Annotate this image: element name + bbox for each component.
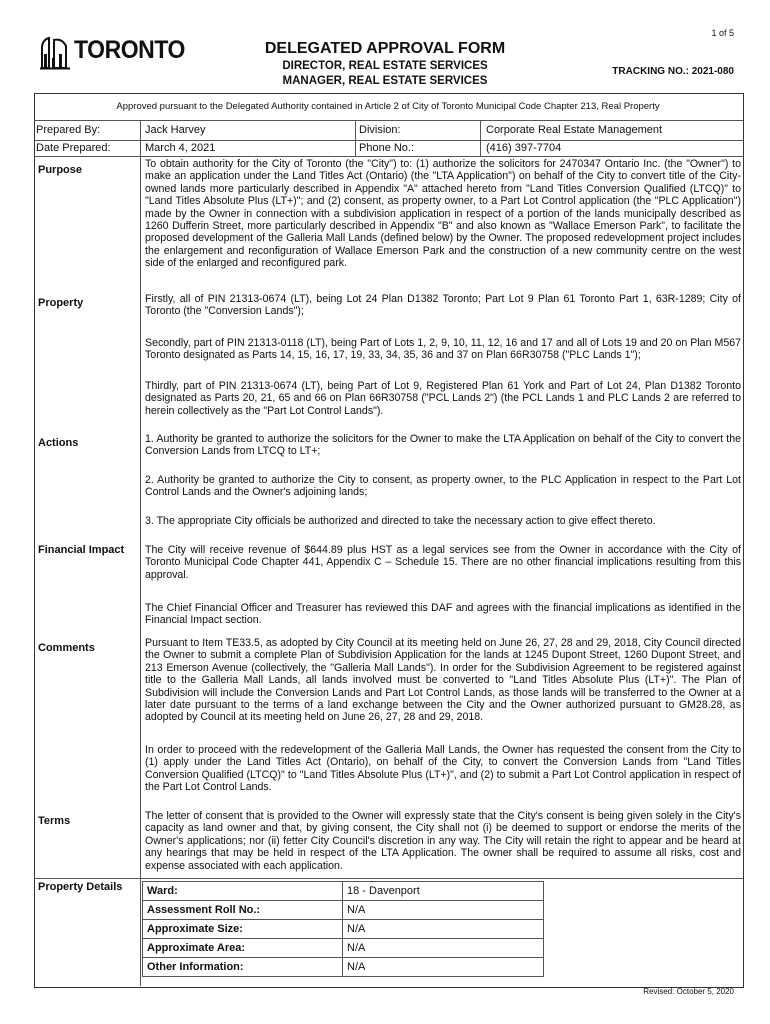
- date-prepared-value: March 4, 2021: [145, 142, 216, 154]
- financial-impact-label: Financial Impact: [38, 544, 125, 556]
- form-title: DELEGATED APPROVAL FORM: [264, 40, 506, 57]
- ward-value: 18 - Davenport: [347, 885, 420, 897]
- form-subtitle-manager: MANAGER, REAL ESTATE SERVICES: [282, 75, 488, 87]
- comments-text-1: Pursuant to Item TE33.5, as adopted by City Council at its meeting held on June 26, 27, 28 and 29, 2018, City Council directed the Owner to submit a complete Plan of Subdivision Application for the lands at 1245 Dupont Street, 1260 Dupont Street, and 213 Emerson Avenue (collectively, the "Galleria Mall Lands"). In order for the Subdivision Agreement to be registered against title to the Galleria Mall Lands, all lands involved must be converted to "Land Titles Absolute Plus (LT+)". The Plan of Subdivision will include the Conversion Lands and Part Lot Control Lands, as those lands will be transferred to the Owner at a later date pursuant to the terms of a land exchange between the City and the Owner authorized pursuant to GM28.28, as adopted by Council at its meeting held on June 26, 27, 28 and 29, 2018.: [145, 637, 741, 724]
- divider: [34, 878, 743, 879]
- property-text-2: Secondly, part of PIN 21313-0118 (LT), being Part of Lots 1, 2, 9, 10, 11, 12, 16 and 17 and all of Lots 19 and 20 on Plan M567 Toronto designated as Parts 14, 15, 16, 17, 19, 33, 34, 35, 36 and 37 on Plan 66R30758 ("PLC Lands 1");: [145, 337, 741, 362]
- divider: [142, 919, 544, 920]
- divider: [142, 957, 544, 958]
- division-value: Corporate Real Estate Management: [486, 124, 663, 136]
- divider: [142, 900, 544, 901]
- assessment-roll-label: Assessment Roll No.:: [147, 904, 261, 916]
- actions-label: Actions: [38, 437, 79, 449]
- action-item-1: 1. Authority be granted to authorize the solicitors for the Owner to make the LTA Application on behalf of the City to convert the Conversion Lands from LTCQ to LT+;: [145, 433, 741, 458]
- approval-authority-text: Approved pursuant to the Delegated Authority contained in Article 2 of City of Toronto Municipal Code Chapter 213, Real Property: [116, 101, 660, 112]
- divider: [480, 120, 481, 156]
- prepared-by-label: Prepared By:: [36, 124, 101, 136]
- page-number: 1 of 5: [711, 28, 734, 38]
- division-label: Division:: [359, 124, 401, 136]
- divider: [342, 881, 343, 977]
- other-information-value: N/A: [347, 961, 366, 973]
- financial-impact-text-1: The City will receive revenue of $644.89 plus HST as a legal services see from the Owner in accordance with the City of Toronto Municipal Code Chapter 441, Appendix C – Schedule 15. There are no other financial implications resulting from this approval.: [145, 544, 741, 581]
- phone-value: (416) 397-7704: [486, 142, 562, 154]
- revised-date: Revised: October 5, 2020: [643, 987, 734, 996]
- divider: [140, 120, 141, 986]
- comments-text-2: In order to proceed with the redevelopment of the Galleria Mall Lands, the Owner has requested the consent from the City to (1) apply under the Land Titles Act (Ontario), on behalf of the City, to convert the Conversion Lands from "Land Titles Conversion Qualified (LTCQ)" to "Land Titles Absolute Plus (LT+)", and (2) to submit a Part Lot Control application in respect of the Part Lot Control Lands.: [145, 744, 741, 794]
- action-item-3: 3. The appropriate City officials be authorized and directed to take the necessary action to give effect thereto.: [145, 515, 656, 527]
- prepared-by-value: Jack Harvey: [145, 124, 206, 136]
- assessment-roll-value: N/A: [347, 904, 366, 916]
- tracking-number: TRACKING NO.: 2021-080: [612, 66, 734, 77]
- terms-text: The letter of consent that is provided to the Owner will expressly state that the City's consent is being given solely in the City's capacity as land owner and that, by giving consent, the City shall not (i) be deemed to support or endorse the merits of the Owner's applications; nor (ii) fetter City Council's discretion in any way. The City will retain the right to appear and be heard at any hearings that may be held in respect of the LTA Application. The owner shall be required to assume all risks, cost and expense associated with each application.: [145, 810, 741, 872]
- financial-impact-text-2: The Chief Financial Officer and Treasurer has reviewed this DAF and agrees with the financial implications as identified in the Financial Impact section.: [145, 602, 741, 627]
- approximate-area-value: N/A: [347, 942, 366, 954]
- ward-label: Ward:: [147, 885, 178, 897]
- approximate-size-label: Approximate Size:: [147, 923, 243, 935]
- approximate-area-label: Approximate Area:: [147, 942, 246, 954]
- phone-label: Phone No.:: [359, 142, 415, 154]
- comments-label: Comments: [38, 642, 95, 654]
- approximate-size-value: N/A: [347, 923, 366, 935]
- divider: [355, 120, 356, 156]
- action-item-2: 2. Authority be granted to authorize the City to consent, as property owner, to the PLC Application in respect to the Part Lot Control Lands and the Owner's adjoining lands;: [145, 474, 741, 499]
- other-information-label: Other Information:: [147, 961, 244, 973]
- form-subtitle-director: DIRECTOR, REAL ESTATE SERVICES: [282, 60, 488, 72]
- property-text-3: Thirdly, part of PIN 21313-0674 (LT), being Part of Lot 9, Registered Plan 61 York and Part of Lot 24, Plan D1382 Toronto designated as Parts 20, 21, 65 and 66 on Plan 66R30758 ("PCL Lands 2") (the PCL Lands 1 and PLC Lands 2 are referred to herein collectively as the "Part Lot Control Lands").: [145, 380, 741, 417]
- date-prepared-label: Date Prepared:: [36, 142, 111, 154]
- property-details-label: Property Details: [38, 881, 123, 893]
- purpose-label: Purpose: [38, 164, 83, 176]
- logo-wordmark: TORONTO: [74, 36, 185, 64]
- purpose-text: To obtain authority for the City of Toronto (the "City") to: (1) authorize the solicitors for 2470347 Ontario Inc. (the "Owner") to make an application under the Land Titles Act (Ontario) (the "LTA Application") on behalf of the City to convert title of the City-owned lands more particularly described in Appendix "A" attached hereto from "Land Titles Conversion Qualified (LTCQ)" to "Land Titles Absolute Plus (LT+)"; and (2) consent, as property owner, to a Part Lot Control application (the "PLC Application") made by the Owner in connection with a subdivision application in respect of a portion of the lands municipally described as 1260 Dufferin Street, more particularly described in Appendix "B" and also known as "Wallace Emerson Park", to facilitate the proposed development of the Galleria Mall Lands (defined below) by the Owner. The proposed redevelopment project includes the enlargement and reconfiguration of Wallace Emerson Park and the construction of a new community centre on the west side of the enlarged and reconfigured park.: [145, 158, 741, 270]
- property-label: Property: [38, 297, 84, 309]
- terms-label: Terms: [38, 815, 71, 827]
- divider: [142, 938, 544, 939]
- property-text-1: Firstly, all of PIN 21313-0674 (LT), being Lot 24 Plan D1382 Toronto; Part Lot 9 Plan 61 Toronto Part 1, 63R-1289; City of Toronto (the "Conversion Lands");: [145, 293, 741, 318]
